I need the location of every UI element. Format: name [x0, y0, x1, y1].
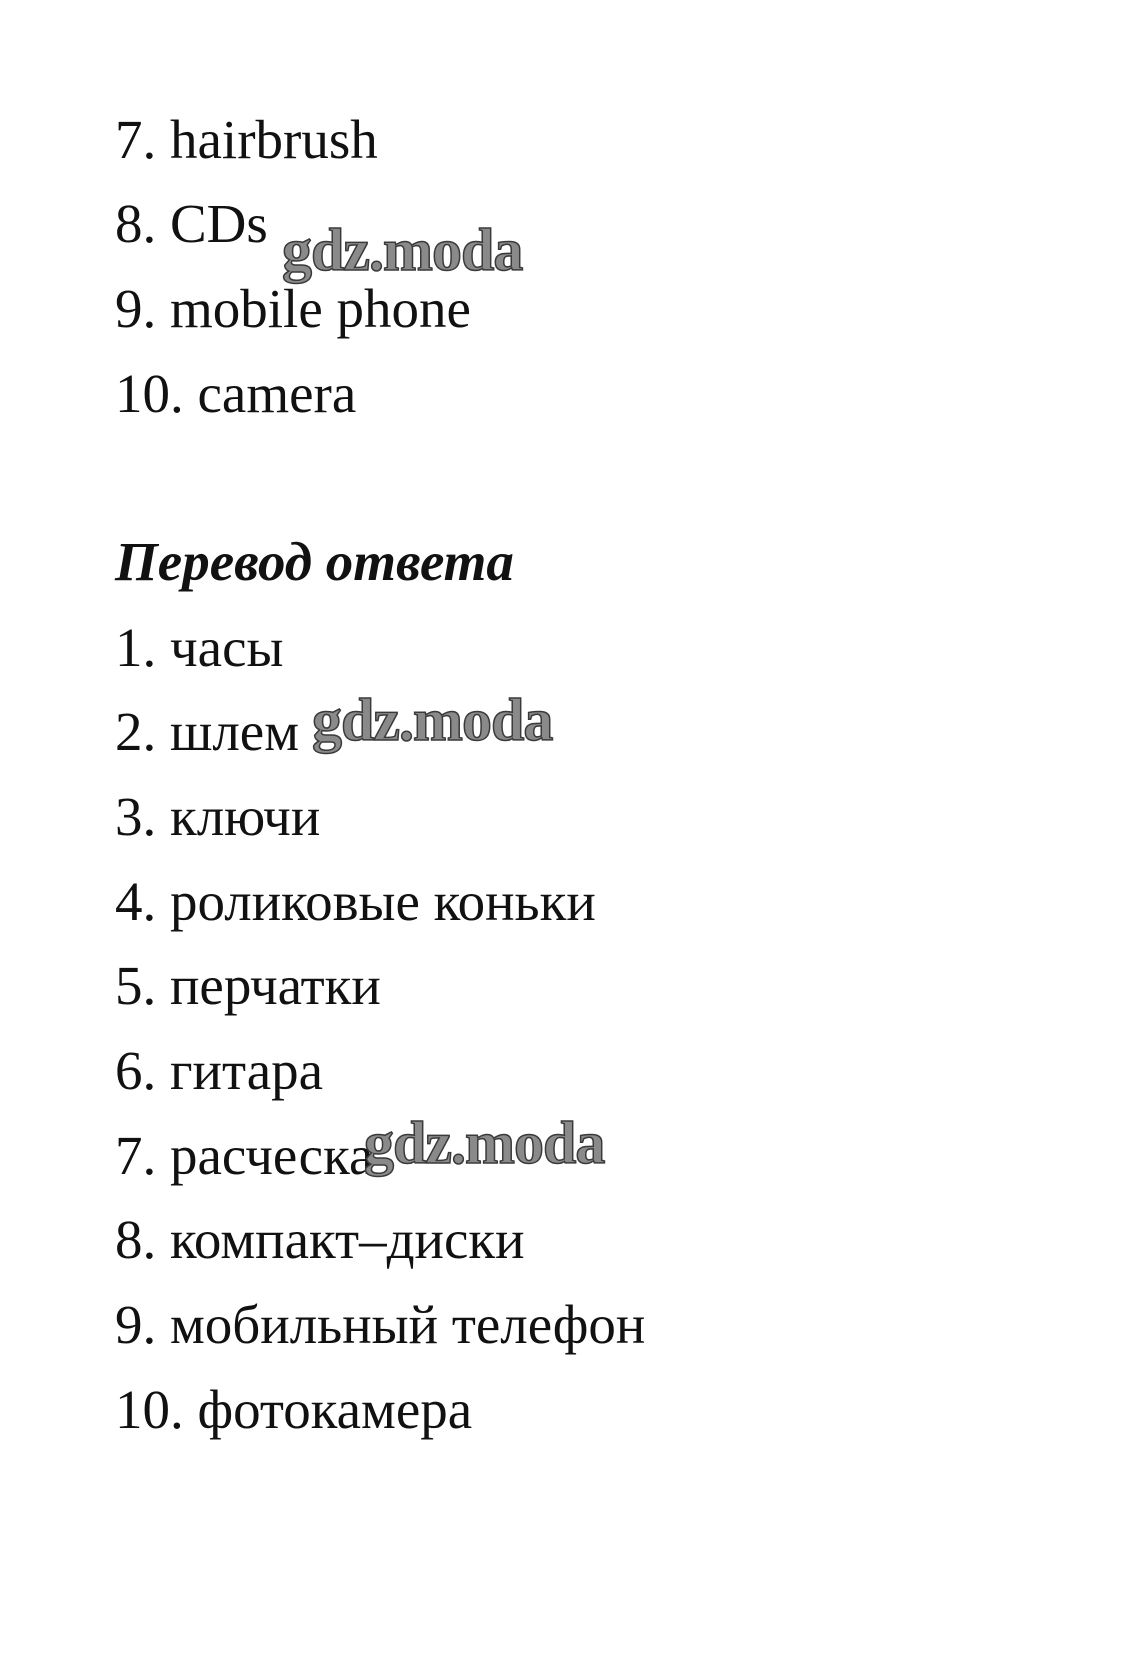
translation-item-5: 5. перчатки [115, 955, 381, 1016]
english-item-8: 8. CDs [115, 193, 268, 254]
translation-item-6: 6. гитара [115, 1040, 324, 1101]
translation-item-3: 3. ключи [115, 786, 321, 847]
translation-item-8: 8. компакт–диски [115, 1209, 525, 1270]
english-item-9: 9. mobile phone [115, 278, 471, 339]
watermark-3: gdz.moda [364, 1110, 605, 1176]
translation-item-1: 1. часы [115, 617, 284, 678]
translation-item-7: 7. расческа [115, 1125, 374, 1186]
translation-item-9: 9. мобильный телефон [115, 1294, 646, 1355]
watermark-2: gdz.moda [312, 687, 553, 753]
translation-heading: Перевод ответа [115, 531, 514, 592]
translation-item-10: 10. фотокамера [115, 1379, 473, 1440]
translation-item-2: 2. шлем [115, 701, 300, 762]
english-item-7: 7. hairbrush [115, 109, 378, 170]
translation-item-4: 4. роликовые коньки [115, 871, 596, 932]
english-item-10: 10. camera [115, 363, 357, 424]
watermark-1: gdz.moda [282, 217, 523, 283]
